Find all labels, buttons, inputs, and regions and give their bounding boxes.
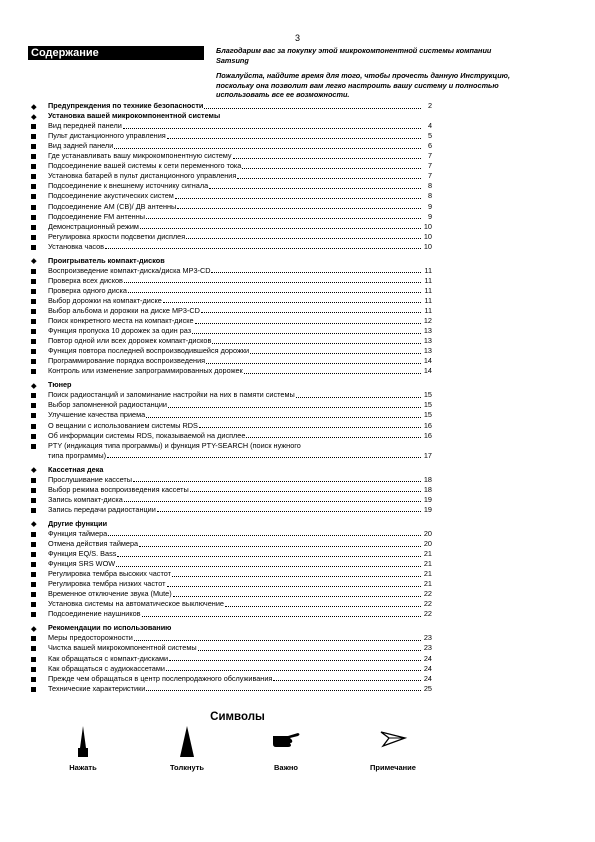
dot-leader [107,457,421,458]
toc-page-number: 22 [423,609,432,619]
toc-entry [28,222,432,232]
square-bullet-icon [28,366,48,376]
toc-page-number: 11 [424,285,432,295]
toc-label: Чистка вашей микрокомпонентной системы [48,643,197,653]
toc-entry [28,420,432,430]
toc-page-number: 16 [423,430,432,440]
dot-leader [124,501,421,502]
pointing-hand-icon [270,724,302,760]
dot-leader [192,333,421,334]
square-bullet-icon [28,589,48,599]
toc-label: Подсоединение АМ (СВ)/ ДВ антенны [48,201,177,211]
dot-leader [166,670,421,671]
toc-heading [28,101,432,111]
square-bullet-icon [28,421,48,431]
toc-label: Отмена действия таймера [48,539,139,549]
toc-label: Функция EQ/S. Bass [48,549,117,559]
square-bullet-icon [28,609,48,619]
toc-label: Об информации системы RDS, показываемой на дисплее [48,430,246,440]
square-bullet-icon [28,212,48,222]
dot-leader [246,437,421,438]
toc-label: Как обращаться с компакт-дисками [48,653,169,663]
square-bullet-icon [28,326,48,336]
dot-leader [139,546,421,547]
dot-leader [242,168,421,169]
toc-page-number: 9 [427,201,432,211]
toc-page-number: 23 [423,633,432,643]
dot-leader [146,690,421,691]
toc-label: Выбор дорожки на компакт-диске [48,295,162,305]
square-bullet-icon [28,441,48,451]
toc-label: Кассетная дека [48,464,104,474]
symbol-press [43,724,123,772]
toc-label: Проигрыватель компакт-дисков [48,255,165,265]
dot-leader [175,198,421,199]
table-of-contents [28,101,432,694]
push-icon [177,724,197,760]
square-bullet-icon [28,181,48,191]
toc-entry [28,599,432,609]
toc-page-number: 24 [423,673,432,683]
toc-entry [28,569,432,579]
dot-leader [201,312,421,313]
toc-label: Подсоединение FM антенны [48,211,145,221]
square-bullet-icon [28,505,48,515]
toc-page-number: 12 [423,316,432,326]
toc-label: Регулировка тембра высоких частот [48,569,171,579]
square-bullet-icon [28,539,48,549]
dot-leader [173,596,421,597]
toc-page-number: 15 [423,410,432,420]
toc-entry [28,171,432,181]
toc-entry [28,232,432,242]
dot-leader [163,302,421,303]
square-bullet-icon [28,579,48,589]
toc-label: Регулировка тембра низких частот [48,579,166,589]
toc-label: Где устанавливать вашу микрокомпонентную систему [48,151,232,161]
toc-entry [28,390,432,400]
toc-heading [28,380,432,390]
toc-page-number: 13 [423,326,432,336]
toc-entry [28,653,432,663]
toc-label: Воспроизведение компакт-диска/диска MP3-CD [48,265,211,275]
symbol-important [246,724,326,772]
dot-leader [186,238,421,239]
toc-page-number: 21 [423,579,432,589]
toc-page-number: 7 [427,161,432,171]
dot-leader [250,353,421,354]
toc-label: Выбор альбома и дорожки на диске MP3-CD [48,305,200,315]
dot-leader [134,640,421,641]
toc-page-number: 17 [423,450,432,460]
toc-entry [28,505,432,515]
symbol-label: Примечание [370,763,416,772]
toc-page-number: 9 [427,211,432,221]
toc-entry [28,151,432,161]
indent [28,451,48,461]
toc-entry [28,286,432,296]
toc-label: Поиск радиостанций и запоминание настройки на них в памяти системы [48,390,295,400]
toc-page-number: 21 [423,569,432,579]
diamond-bullet-icon [28,380,48,390]
toc-page-number: 5 [427,131,432,141]
toc-label: Вид задней панели [48,141,114,151]
toc-label: Вид передней панели [48,121,122,131]
toc-page-number: 8 [427,181,432,191]
square-bullet-icon [28,266,48,276]
square-bullet-icon [28,141,48,151]
toc-label: Установка часов [48,241,105,251]
dot-leader [244,373,421,374]
toc-entry [28,131,432,141]
toc-page-number: 25 [423,683,432,693]
square-bullet-icon [28,431,48,441]
symbol-note [353,724,433,772]
square-bullet-icon [28,674,48,684]
toc-label: Прослушивание кассеты [48,474,132,484]
toc-page-number: 11 [424,265,432,275]
toc-label: типа программы) [48,450,107,460]
toc-label: Поиск конкретного места на компакт-диске [48,316,194,326]
square-bullet-icon [28,316,48,326]
dot-leader [172,576,421,577]
dot-leader [157,511,421,512]
toc-label: Установка вашей микрокомпонентной системы [48,111,221,121]
dot-leader [237,178,421,179]
toc-page-number: 13 [423,336,432,346]
toc-label: Выбор запомненной радиостанции [48,400,168,410]
toc-label: Функция пропуска 10 дорожек за один раз [48,326,192,336]
square-bullet-icon [28,202,48,212]
toc-label: Функция SRS WOW [48,559,116,569]
toc-label: Демонстрационный режим [48,221,139,231]
dot-leader [211,272,421,273]
square-bullet-icon [28,151,48,161]
toc-page-number: 19 [423,504,432,514]
toc-label: PTY (индикация типа программы) и функция PTY-SEARCH (поиск нужного [48,440,301,450]
toc-entry [28,589,432,599]
toc-label: Проверка одного диска [48,285,127,295]
toc-entry [28,400,432,410]
toc-entry [28,276,432,286]
toc-entry [28,674,432,684]
toc-entry [28,475,432,485]
toc-entry [28,306,432,316]
dot-leader [123,128,421,129]
intro-thanks: Благодарим вас за покупку этой микрокомпонентной системы компании Samsung [216,46,492,65]
square-bullet-icon [28,306,48,316]
square-bullet-icon [28,400,48,410]
square-bullet-icon [28,171,48,181]
toc-page-number: 16 [423,420,432,430]
dot-leader [225,606,421,607]
toc-entry [28,242,432,252]
toc-label: Тюнер [48,380,72,390]
toc-label: Подсоединение к внешнему источнику сигнала [48,181,209,191]
diamond-bullet-icon [28,111,48,121]
toc-label: Технические характеристики [48,683,146,693]
toc-page-number: 15 [423,390,432,400]
toc-entry [28,549,432,559]
toc-page-number: 6 [427,141,432,151]
toc-page-number: 22 [423,599,432,609]
dot-leader [190,491,421,492]
dot-leader [206,363,421,364]
toc-entry [28,410,432,420]
toc-label: Предупреждения по технике безопасности [48,101,204,111]
dot-leader [195,323,421,324]
square-bullet-icon [28,569,48,579]
toc-heading [28,111,432,121]
toc-page-number: 22 [423,589,432,599]
dot-leader [296,397,421,398]
toc-entry [28,346,432,356]
intro-read-manual: Пожалуйста, найдите время для того, чтобы прочесть данную Инструкцию, поскольку она позволит вам легко настроить вашу систему и полностью использовать все ее возможности. [216,71,511,100]
square-bullet-icon [28,191,48,201]
toc-entry [28,141,432,151]
press-icon [73,724,93,760]
toc-page-number: 10 [423,241,432,251]
dot-leader [117,556,421,557]
square-bullet-icon [28,495,48,505]
toc-label: Как обращаться с аудиокассетами [48,663,165,673]
symbol-label: Важно [273,763,299,772]
square-bullet-icon [28,684,48,694]
toc-label: Функция повтора последней воспроизводившейся дорожки [48,346,250,356]
toc-label: Подсоединение наушников [48,609,141,619]
toc-entry [28,441,432,451]
toc-label: Запись передачи радиостанции [48,504,156,514]
dot-leader [204,108,421,109]
dot-leader [273,680,421,681]
diamond-bullet-icon [28,623,48,633]
square-bullet-icon [28,475,48,485]
toc-page-number: 7 [427,171,432,181]
square-bullet-icon [28,559,48,569]
square-bullet-icon [28,296,48,306]
dot-leader [199,427,421,428]
square-bullet-icon [28,131,48,141]
toc-page-number: 19 [423,494,432,504]
toc-page-number: 11 [424,275,432,285]
dot-leader [167,586,422,587]
toc-entry [28,161,432,171]
square-bullet-icon [28,222,48,232]
toc-page-number: 14 [423,366,432,376]
toc-label: Пульт дистанционного управления [48,131,166,141]
toc-entry [28,451,432,461]
dot-leader [128,292,421,293]
toc-label: Меры предосторожности [48,633,133,643]
toc-label: Запись компакт-диска [48,494,123,504]
diamond-bullet-icon [28,256,48,266]
square-bullet-icon [28,390,48,400]
toc-heading [28,465,432,475]
dot-leader [108,535,421,536]
dot-leader [212,343,421,344]
toc-entry [28,181,432,191]
diamond-bullet-icon [28,101,48,111]
toc-entry [28,495,432,505]
square-bullet-icon [28,599,48,609]
dot-leader [124,282,421,283]
toc-entry [28,559,432,569]
toc-entry [28,266,432,276]
toc-entry [28,643,432,653]
dot-leader [114,148,421,149]
toc-label: Регулировка яркости подсветки дисплея [48,231,186,241]
dot-leader [177,208,421,209]
toc-entry [28,431,432,441]
square-bullet-icon [28,485,48,495]
toc-page-number: 11 [424,295,432,305]
symbols-title: Символы [210,711,265,723]
square-bullet-icon [28,654,48,664]
dot-leader [133,481,421,482]
toc-heading [28,256,432,266]
square-bullet-icon [28,346,48,356]
toc-page-number: 21 [423,549,432,559]
toc-label: Контроль или изменение запрограммированных дорожек [48,366,243,376]
toc-entry [28,579,432,589]
toc-page-number: 20 [423,528,432,538]
toc-page-number: 20 [423,539,432,549]
toc-entry [28,336,432,346]
toc-entry [28,356,432,366]
toc-entry [28,296,432,306]
square-bullet-icon [28,121,48,131]
toc-page-number: 8 [427,191,432,201]
toc-page-number: 2 [427,101,432,111]
page-number: 3 [294,33,300,43]
square-bullet-icon [28,410,48,420]
toc-label: Улучшение качества приема [48,410,146,420]
dot-leader [142,616,421,617]
toc-label: Установка системы на автоматическое выключение [48,599,224,609]
toc-entry [28,485,432,495]
toc-label: Функция таймера [48,528,108,538]
dot-leader [140,228,421,229]
toc-label: Временное отключение звука (Mute) [48,589,172,599]
square-bullet-icon [28,664,48,674]
toc-entry [28,664,432,674]
toc-page-number: 18 [423,484,432,494]
dot-leader [233,158,421,159]
toc-label: Проверка всех дисков [48,275,123,285]
square-bullet-icon [28,549,48,559]
diamond-bullet-icon [28,519,48,529]
symbol-push [147,724,227,772]
toc-page-number: 10 [423,221,432,231]
dot-leader [116,566,421,567]
toc-page-number: 14 [423,356,432,366]
toc-label: Прежде чем обращаться в центр послепродажного обслуживания [48,673,273,683]
diamond-bullet-icon [28,465,48,475]
toc-page-number: 13 [423,346,432,356]
toc-label: Выбор режима воспроизведения кассеты [48,484,189,494]
dot-leader [198,650,421,651]
dot-leader [146,417,421,418]
toc-page-number: 24 [423,653,432,663]
toc-entry [28,633,432,643]
square-bullet-icon [28,242,48,252]
symbol-label: Нажать [69,763,97,772]
square-bullet-icon [28,356,48,366]
toc-entry [28,684,432,694]
toc-entry [28,539,432,549]
toc-label: Программирование порядка воспроизведения [48,356,206,366]
toc-label: О вещании с использованием системы RDS [48,420,198,430]
toc-page-number: 11 [424,305,432,315]
note-pencil-icon [377,724,409,760]
square-bullet-icon [28,633,48,643]
toc-page-number: 24 [423,663,432,673]
dot-leader [168,407,421,408]
toc-entry [28,366,432,376]
toc-entry [28,212,432,222]
square-bullet-icon [28,161,48,171]
toc-entry [28,316,432,326]
dot-leader [167,138,421,139]
symbol-label: Толкнуть [169,763,205,772]
toc-entry [28,609,432,619]
toc-heading [28,519,432,529]
toc-entry [28,201,432,211]
toc-entry [28,529,432,539]
toc-label: Другие функции [48,518,108,528]
square-bullet-icon [28,529,48,539]
toc-page-number: 7 [427,151,432,161]
toc-label: Подсоединение вашей системы к сети переменного тока [48,161,242,171]
toc-page-number: 23 [423,643,432,653]
dot-leader [105,248,421,249]
dot-leader [146,218,421,219]
dot-leader [209,188,421,189]
dot-leader [169,660,421,661]
toc-page-number: 4 [427,121,432,131]
square-bullet-icon [28,276,48,286]
section-title: Содержание [28,46,204,60]
toc-page-number: 15 [423,400,432,410]
toc-heading [28,623,432,633]
toc-label: Рекомендации по использованию [48,623,172,633]
square-bullet-icon [28,336,48,346]
square-bullet-icon [28,232,48,242]
toc-label: Подсоединение акустических систем [48,191,174,201]
toc-label: Повтор одной или всех дорожек компакт-дисков [48,336,212,346]
square-bullet-icon [28,286,48,296]
toc-entry [28,191,432,201]
square-bullet-icon [28,643,48,653]
toc-entry [28,121,432,131]
toc-entry [28,326,432,336]
toc-page-number: 18 [423,474,432,484]
toc-page-number: 10 [423,231,432,241]
toc-label: Установка батарей в пульт дистанционного управления [48,171,237,181]
toc-page-number: 21 [423,559,432,569]
